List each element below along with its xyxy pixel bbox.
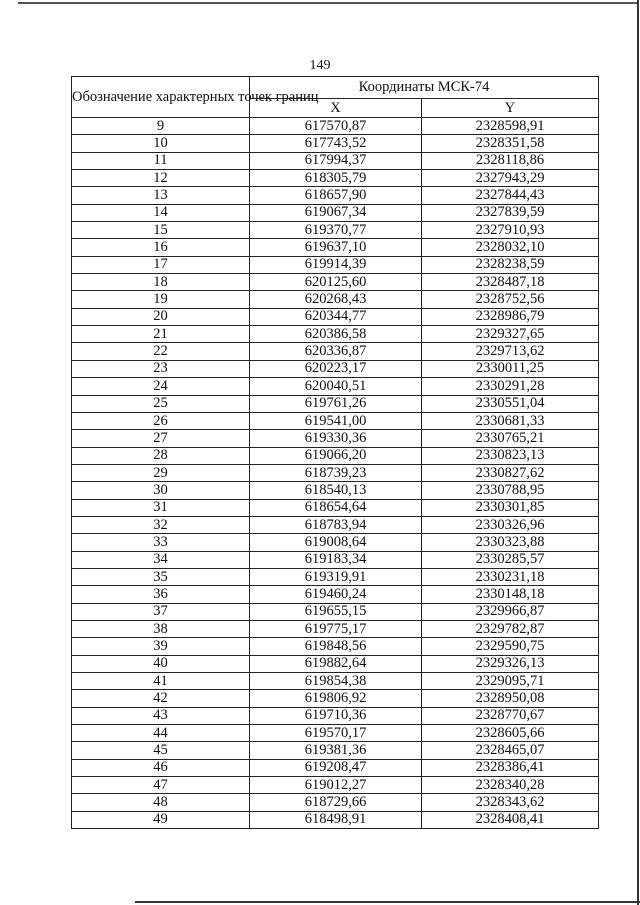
cell-point: 33 [72, 534, 250, 551]
cell-point: 47 [72, 777, 250, 794]
table-row [72, 725, 599, 742]
table-row [72, 378, 599, 395]
cell-y: 2330681,33 [422, 412, 599, 429]
cell-point: 19 [72, 291, 250, 308]
cell-y: 2330285,57 [422, 551, 599, 568]
table-row [72, 620, 599, 637]
cell-point: 48 [72, 794, 250, 811]
table-row [72, 638, 599, 655]
table-row [72, 430, 599, 447]
cell-y: 2328770,67 [422, 707, 599, 724]
table-row [72, 551, 599, 568]
cell-y: 2328386,41 [422, 759, 599, 776]
cell-point: 44 [72, 725, 250, 742]
cell-y: 2330231,18 [422, 568, 599, 585]
coordinates-table [71, 76, 599, 829]
cell-y: 2328340,28 [422, 777, 599, 794]
cell-x: 620336,87 [250, 343, 422, 360]
table-row [72, 482, 599, 499]
cell-y: 2328238,59 [422, 256, 599, 273]
cell-point: 31 [72, 499, 250, 516]
cell-point: 18 [72, 274, 250, 291]
table-row [72, 222, 599, 239]
cell-point: 29 [72, 464, 250, 481]
cell-y: 2328605,66 [422, 725, 599, 742]
table-header [72, 77, 599, 118]
cell-x: 617570,87 [250, 118, 422, 135]
table-row [72, 690, 599, 707]
table-row [72, 759, 599, 776]
table-row [72, 412, 599, 429]
cell-point: 16 [72, 239, 250, 256]
table-row [72, 135, 599, 152]
cell-x: 619008,64 [250, 534, 422, 551]
cell-x: 619208,47 [250, 759, 422, 776]
cell-y: 2330551,04 [422, 395, 599, 412]
cell-point: 12 [72, 170, 250, 187]
cell-x: 619460,24 [250, 586, 422, 603]
scan-edge-bottom [135, 901, 640, 903]
table-row [72, 794, 599, 811]
cell-point: 38 [72, 620, 250, 637]
table-row [72, 170, 599, 187]
cell-x: 618729,66 [250, 794, 422, 811]
cell-x: 619806,92 [250, 690, 422, 707]
cell-y: 2329095,71 [422, 673, 599, 690]
cell-y: 2328487,18 [422, 274, 599, 291]
table-row [72, 673, 599, 690]
table-row [72, 152, 599, 169]
cell-point: 49 [72, 811, 250, 828]
cell-x: 620223,17 [250, 360, 422, 377]
cell-x: 617743,52 [250, 135, 422, 152]
cell-point: 42 [72, 690, 250, 707]
cell-point: 17 [72, 256, 250, 273]
table-row [72, 464, 599, 481]
cell-x: 618739,23 [250, 464, 422, 481]
table-row [72, 655, 599, 672]
cell-y: 2328032,10 [422, 239, 599, 256]
cell-x: 619882,64 [250, 655, 422, 672]
cell-x: 617994,37 [250, 152, 422, 169]
cell-x: 618305,79 [250, 170, 422, 187]
cell-x: 619775,17 [250, 620, 422, 637]
cell-y: 2328465,07 [422, 742, 599, 759]
cell-y: 2330148,18 [422, 586, 599, 603]
header-coord-system: Координаты МСК-74 [250, 77, 599, 99]
cell-point: 36 [72, 586, 250, 603]
cell-x: 619541,00 [250, 412, 422, 429]
cell-x: 619370,77 [250, 222, 422, 239]
cell-x: 619381,36 [250, 742, 422, 759]
cell-point: 41 [72, 673, 250, 690]
table-row [72, 586, 599, 603]
cell-x: 620386,58 [250, 326, 422, 343]
cell-y: 2330788,95 [422, 482, 599, 499]
cell-x: 619066,20 [250, 447, 422, 464]
cell-y: 2330823,13 [422, 447, 599, 464]
cell-x: 620268,43 [250, 291, 422, 308]
cell-y: 2328408,41 [422, 811, 599, 828]
table-row [72, 308, 599, 325]
cell-x: 620040,51 [250, 378, 422, 395]
cell-y: 2328351,58 [422, 135, 599, 152]
table-row [72, 742, 599, 759]
cell-y: 2328118,86 [422, 152, 599, 169]
cell-x: 619183,34 [250, 551, 422, 568]
cell-point: 32 [72, 516, 250, 533]
cell-point: 11 [72, 152, 250, 169]
cell-y: 2330323,88 [422, 534, 599, 551]
cell-y: 2327839,59 [422, 204, 599, 221]
cell-point: 43 [72, 707, 250, 724]
table-row [72, 239, 599, 256]
cell-point: 45 [72, 742, 250, 759]
table-row [72, 274, 599, 291]
cell-point: 10 [72, 135, 250, 152]
table-row [72, 447, 599, 464]
cell-y: 2327844,43 [422, 187, 599, 204]
table-row [72, 204, 599, 221]
cell-y: 2329327,65 [422, 326, 599, 343]
table-body [72, 118, 599, 829]
cell-y: 2330326,96 [422, 516, 599, 533]
cell-point: 9 [72, 118, 250, 135]
cell-point: 23 [72, 360, 250, 377]
cell-y: 2330827,62 [422, 464, 599, 481]
cell-x: 620125,60 [250, 274, 422, 291]
cell-y: 2329782,87 [422, 620, 599, 637]
cell-x: 619319,91 [250, 568, 422, 585]
cell-point: 15 [72, 222, 250, 239]
cell-point: 30 [72, 482, 250, 499]
cell-x: 619067,34 [250, 204, 422, 221]
cell-point: 21 [72, 326, 250, 343]
table-row [72, 499, 599, 516]
cell-y: 2328343,62 [422, 794, 599, 811]
cell-y: 2328950,08 [422, 690, 599, 707]
cell-y: 2330291,28 [422, 378, 599, 395]
cell-x: 619848,56 [250, 638, 422, 655]
cell-y: 2330765,21 [422, 430, 599, 447]
cell-x: 620344,77 [250, 308, 422, 325]
cell-x: 618783,94 [250, 516, 422, 533]
cell-point: 46 [72, 759, 250, 776]
header-x: X [250, 99, 422, 118]
cell-point: 34 [72, 551, 250, 568]
cell-x: 619854,38 [250, 673, 422, 690]
table-row [72, 291, 599, 308]
header-point-label: Обозначение характерных точек границ [72, 77, 250, 118]
cell-point: 27 [72, 430, 250, 447]
cell-y: 2329966,87 [422, 603, 599, 620]
page-number: 149 [309, 58, 331, 73]
cell-x: 619655,15 [250, 603, 422, 620]
cell-point: 22 [72, 343, 250, 360]
cell-x: 618540,13 [250, 482, 422, 499]
header-y: Y [422, 99, 599, 118]
cell-x: 618657,90 [250, 187, 422, 204]
table-row [72, 516, 599, 533]
cell-x: 619710,36 [250, 707, 422, 724]
cell-y: 2329590,75 [422, 638, 599, 655]
cell-y: 2329326,13 [422, 655, 599, 672]
table-row [72, 603, 599, 620]
table-row [72, 187, 599, 204]
cell-x: 619012,27 [250, 777, 422, 794]
table-row [72, 395, 599, 412]
cell-point: 20 [72, 308, 250, 325]
cell-point: 35 [72, 568, 250, 585]
scan-edge-top [18, 2, 638, 4]
cell-x: 619914,39 [250, 256, 422, 273]
cell-y: 2330301,85 [422, 499, 599, 516]
cell-x: 619330,36 [250, 430, 422, 447]
scan-edge-right [637, 0, 639, 905]
cell-point: 28 [72, 447, 250, 464]
cell-y: 2329713,62 [422, 343, 599, 360]
table-row [72, 811, 599, 828]
table-row [72, 343, 599, 360]
cell-point: 24 [72, 378, 250, 395]
cell-x: 618654,64 [250, 499, 422, 516]
cell-y: 2327910,93 [422, 222, 599, 239]
cell-y: 2327943,29 [422, 170, 599, 187]
cell-x: 619570,17 [250, 725, 422, 742]
cell-y: 2328752,56 [422, 291, 599, 308]
cell-y: 2330011,25 [422, 360, 599, 377]
cell-point: 39 [72, 638, 250, 655]
table-row [72, 568, 599, 585]
table-row [72, 326, 599, 343]
table-row [72, 777, 599, 794]
cell-point: 26 [72, 412, 250, 429]
cell-y: 2328986,79 [422, 308, 599, 325]
cell-point: 13 [72, 187, 250, 204]
cell-point: 37 [72, 603, 250, 620]
cell-y: 2328598,91 [422, 118, 599, 135]
table-row [72, 360, 599, 377]
cell-point: 40 [72, 655, 250, 672]
table-row [72, 707, 599, 724]
cell-x: 619637,10 [250, 239, 422, 256]
table-row [72, 534, 599, 551]
table-row [72, 256, 599, 273]
cell-x: 619761,26 [250, 395, 422, 412]
table-row [72, 118, 599, 135]
cell-point: 14 [72, 204, 250, 221]
cell-x: 618498,91 [250, 811, 422, 828]
cell-point: 25 [72, 395, 250, 412]
